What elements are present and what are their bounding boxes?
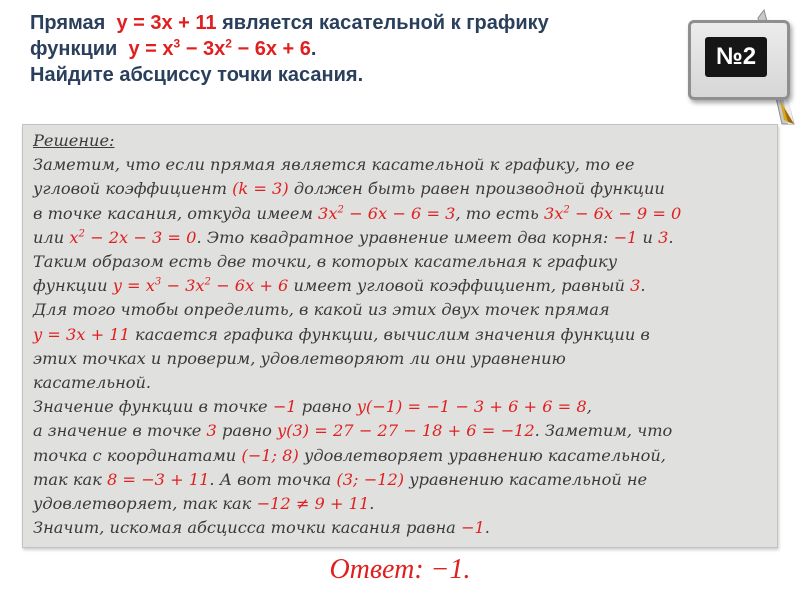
solution-line: в точке касания, откуда имеем $3x^2 - 6x - 6 = 3$, то есть $3x^2 - 6x - 9 = 0$ [33, 203, 682, 223]
solution-line: функции $y = x^3 - 3x^2 - 6x + 6$ имеет угловой коэффициент, равный 3. [33, 276, 646, 296]
problem-number: №2 [705, 37, 767, 77]
solution-line: Таким образом есть две точки, в которых касательная к графику [33, 252, 618, 272]
solution-line: удовлетворяет, так как −12 ≠ 9 + 11. [33, 494, 375, 514]
problem-statement [30, 10, 650, 88]
solution-line: этих точках и проверим, удовлетворяют ли они уравнению [33, 348, 566, 368]
solution-line: Значение функции в точке −1 равно y(−1) = −1 − 3 + 6 + 6 = 8, [33, 397, 592, 417]
solution-line: Заметим, что если прямая является касательной к графику, то ее [33, 155, 635, 175]
solution-line: точка с координатами (−1; 8) удовлетворяет уравнению касательной, [33, 445, 666, 465]
solution-line: а значение в точке 3 равно y(3) = 27 − 27 − 18 + 6 = −12. Заметим, что [33, 421, 673, 441]
problem-text: является касательной к графику [222, 12, 549, 34]
solution-text [33, 129, 771, 540]
solution-title: Решение: [33, 131, 115, 150]
solution-line: Для того чтобы определить, в какой из этих двух точек прямая [33, 300, 610, 320]
solution-line: y = 3x + 11 касается графика функции, вычислим значения функции в [33, 324, 650, 344]
problem-number-box [688, 20, 790, 100]
problem-badge [668, 4, 800, 126]
problem-text: функции [30, 38, 118, 60]
solution-line: Значит, искомая абсцисса точки касания равна −1. [33, 518, 490, 538]
problem-line-2: функции $y = x^3 - 3x^2 - 6x + 6$. [30, 36, 317, 60]
tangent-line-equation: y = 3x + 11 [116, 12, 217, 34]
solution-line: так как 8 = −3 + 11. А вот точка (3; −12) уравнению касательной не [33, 469, 648, 489]
answer: Ответ: −1. [329, 554, 471, 585]
solution-line: или $x^2 - 2x - 3 = 0$. Это квадратное уравнение имеет два корня: −1 и 3. [33, 227, 674, 247]
solution-line: угловой коэффициент (k = 3) должен быть равен производной функции [33, 179, 665, 199]
problem-text: Прямая [30, 12, 106, 34]
problem-line-1 [30, 10, 650, 36]
solution-line: касательной. [33, 373, 152, 393]
problem-question: Найдите абсциссу точки касания. [30, 64, 364, 86]
function-equation: $y = x^3 - 3x^2 - 6x + 6$ [128, 36, 311, 60]
solution-panel [22, 124, 778, 548]
